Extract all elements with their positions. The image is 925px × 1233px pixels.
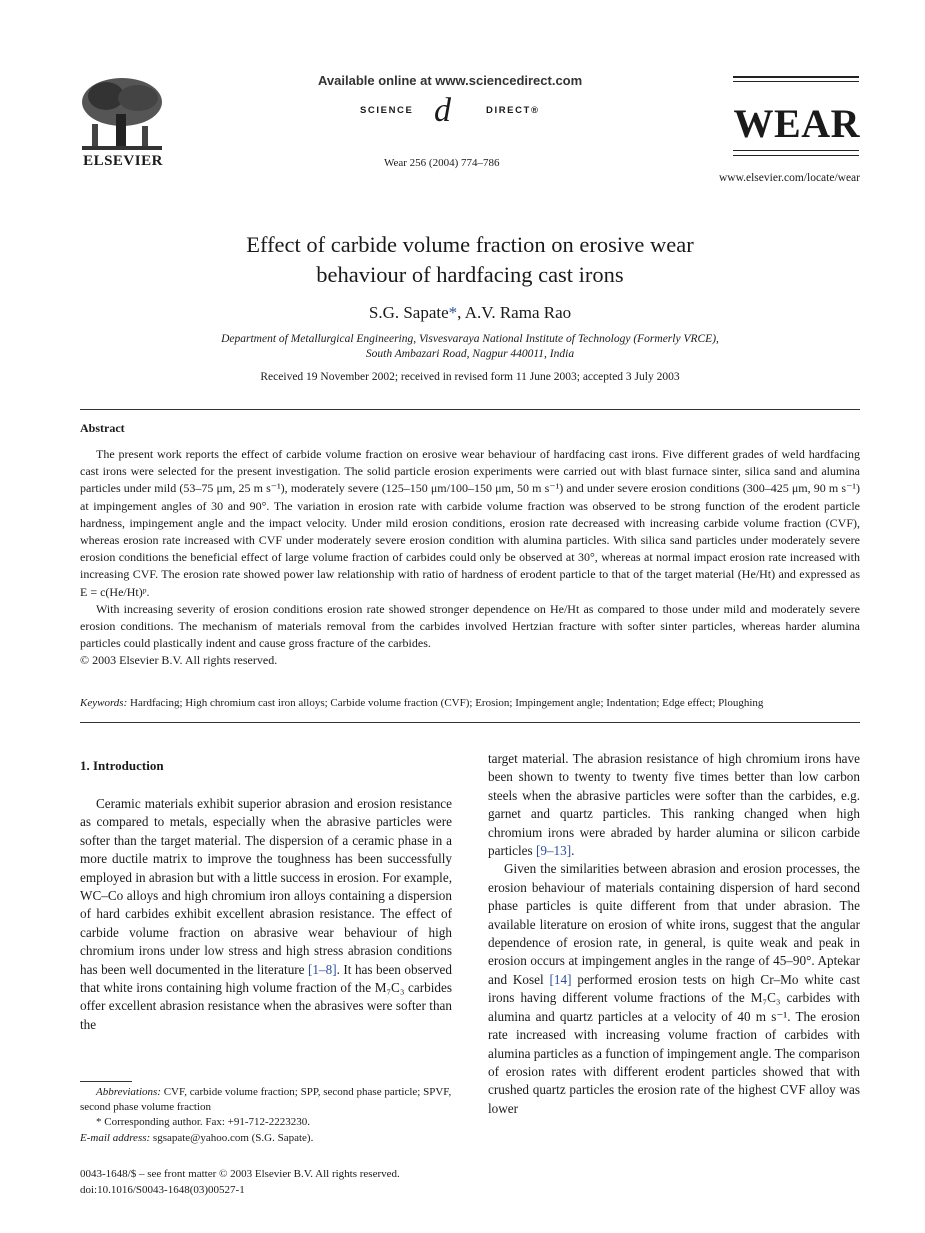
section-heading: 1. Introduction — [80, 758, 164, 773]
author-list — [120, 303, 820, 323]
available-online-banner: Available online at www.sciencedirect.com — [318, 73, 583, 88]
abstract-heading: Abstract — [80, 421, 125, 435]
affiliation — [120, 332, 820, 362]
sciencedirect-word-direct: DIRECT® — [486, 105, 540, 116]
body-text: . It has been observed that white irons containing high volume fraction of the M₇C₃ carbides offer excellent abrasion resistance when the abrasives were softer than the — [80, 961, 453, 1032]
author-name: S.G. Sapate — [368, 303, 449, 322]
title-line: behaviour of hardfacing cast irons — [316, 262, 624, 287]
journal-rule — [733, 150, 859, 151]
journal-reference: Wear 256 (2004) 774–786 — [384, 157, 500, 169]
sciencedirect-logo — [360, 92, 556, 130]
abstract-paragraph: The present work reports the effect of carbide volume fraction on erosive wear behaviour of hardfacing cast irons. Five different grades of weld hardfacing cast irons were selected for the present investigation. The solid particle erosion experiments were carried out with blast furnace sinter, silica sand and alumina particles under mild (53–75 μm, 25 m s⁻¹), moderately severe (125–150 μm/100–150 μm, 50 m s⁻¹) and under severe erosion conditions (300–425 μm, 90 m s⁻¹) at impingement angles of 30 and 90°. The variation in erosion rate with carbide volume fraction was observed to be strong function of the erodent particle hardness, impingement angle and the impact velocity. Under mild erosion conditions, erosion rate decreased with increasing carbide volume fraction (CVF), whereas erosion rate increased with CVF under moderately severe erosion condition with alumina particles. With silica sand particles under moderately severe erosion conditions the beneficial effect of large volume fraction of carbides could only be observed at 30°, whereas at normal impact erosion rate increased with increasing CVF. The erosion rate showed power law relationship with ratio of hardness of erodent particle to that of the target material (He/Ht) and expressed as E = c(He/Ht)ᵖ. — [80, 447, 860, 599]
author-name: , A.V. Rama Rao — [457, 303, 572, 322]
article-title — [120, 230, 820, 290]
body-paragraph — [488, 860, 860, 1118]
email-link[interactable]: sgsapate@yahoo.com (S.G. Sapate). — [150, 1131, 314, 1144]
left-column — [80, 795, 452, 1034]
journal-rule — [733, 155, 859, 156]
journal-url-link[interactable]: www.elsevier.com/locate/wear — [718, 172, 860, 184]
citation-link[interactable]: [14] — [549, 971, 572, 987]
body-text: performed erosion tests on high Cr–Mo white cast irons having different volume fractions of the M₇C₃ carbides with alumina and quartz particles at a velocity of 40 m s⁻¹. The erosion rate increased with increasing volume fraction of carbides with alumina particles as a function of impingement angle. The comparison of erosion rates with different erodent particles showed that with crushed quartz particles the erosion rate of the highest CVF alloy was lower — [488, 971, 860, 1116]
journal-name: WEAR — [733, 101, 860, 146]
issn-line: 0043-1648/$ – see front matter © 2003 Elsevier B.V. All rights reserved. — [80, 1168, 400, 1180]
title-line: Effect of carbide volume fraction on erosive wear — [246, 232, 694, 257]
sciencedirect-word-science: SCIENCE — [360, 105, 414, 116]
body-text: Given the similarities between abrasion and erosion processes, the erosion behaviour of materials containing dispersion of hard second phase particles is quite different from that under abrasion. The available literature on erosion of white irons, suggest that the angular dependence of erosion rate, in general, is quite weak and peak in erosion occurs at impingement angles in the range of 45–90°. Aptekar and Kosel — [488, 861, 860, 987]
abstract-paragraph: With increasing severity of erosion conditions erosion rate showed stronger dependence on He/Ht as compared to those under mild and moderately severe erosion conditions. The mechanism of materials removal from the carbides involved Hertzian fracture with softer sinter particles, whereas harder alumina particles could plastically indent and cause gross fracture of the carbides. — [80, 601, 860, 651]
issn-doi — [80, 1167, 480, 1198]
keywords-label: Keywords: — [80, 697, 128, 709]
footnote-rule — [80, 1081, 132, 1082]
publisher-name: ELSEVIER — [83, 153, 163, 169]
received-dates: Received 19 November 2002; received in revised form 11 June 2003; accepted 3 July 2003 — [260, 371, 680, 383]
citation-link[interactable]: [9–13] — [535, 843, 572, 859]
journal-rule — [733, 76, 859, 78]
body-text: Ceramic materials exhibit superior abrasion and erosion resistance as compared to metals, especially when the abrasive particles were softer than the target material. The dispersion of a ceramic phase in a more ductile matrix to improve the toughness has been successfully employed in abrasion but with a little success in erosion. For example, WC–Co alloys and high chromium iron alloys containing a dispersion of hard carbides exhibit excellent abrasion resistance. The effect of carbide volume fraction on abrasive wear behaviour of high chromium irons under low stress and high stress abrasion conditions has been well documented in the literature — [80, 796, 452, 977]
affiliation-line: South Ambazari Road, Nagpur 440011, India — [365, 348, 575, 360]
divider — [80, 409, 860, 410]
corresponding-author-link[interactable]: * — [448, 303, 458, 322]
body-paragraph — [80, 795, 452, 1034]
body-paragraph — [488, 750, 860, 860]
copyright-notice: © 2003 Elsevier B.V. All rights reserved. — [80, 653, 278, 668]
divider — [80, 722, 860, 723]
footnote-corresponding: * Corresponding author. Fax: +91-712-2223230. — [96, 1116, 310, 1129]
right-column — [488, 750, 860, 1118]
footnote-abbreviations — [80, 1085, 452, 1115]
footnote-label: E-mail address: — [80, 1131, 151, 1144]
footnote-text: CVF, carbide volume fraction; SPP, second phase particle; SPVF, second phase volume fraction — [80, 1086, 452, 1114]
footnote-email — [80, 1131, 452, 1146]
journal-rule — [733, 81, 859, 82]
footnotes — [80, 1085, 452, 1146]
body-text: . — [571, 843, 575, 859]
citation-link[interactable]: [1–8] — [308, 961, 337, 977]
keywords — [80, 697, 860, 709]
doi-link[interactable]: doi:10.1016/S0043-1648(03)00527-1 — [80, 1183, 245, 1196]
affiliation-line: Department of Metallurgical Engineering, Visvesvaraya National Institute of Technology (Formerly VRCE), — [221, 333, 719, 345]
keywords-list: Hardfacing; High chromium cast iron alloys; Carbide volume fraction (CVF); Erosion; Impingement angle; Indentation; Edge effect; Ploughing — [127, 697, 764, 709]
elsevier-tree-logo — [76, 74, 168, 154]
body-text: target material. The abrasion resistance of high chromium irons have been shown to twenty to twenty five times better than low carbon steels when the abrasive particles were softer than the carbides, e.g. garnet and quartz particles. This ranking changed when high chromium irons were abraded by harder alumina or silicon carbide particles — [488, 751, 860, 859]
sciencedirect-d-mark: d — [434, 92, 451, 129]
abstract-body — [80, 446, 860, 670]
footnote-label: Abbreviations: — [96, 1086, 161, 1098]
